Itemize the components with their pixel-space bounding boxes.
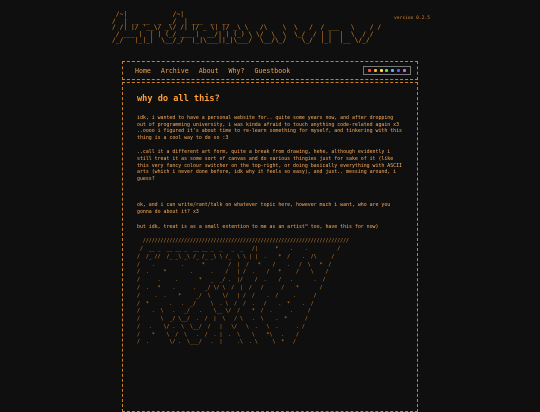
site-logo-ascii-art: /~| /~| / | _ __ _ _/ | ___ _ __ / /| |/ '__\/ _\/ /| |/ _ \| |/ _\ \ /\ \ \ / / ___ \ / / / ___ | | | (_/ ___ | __/| | (_) \ \/ \ \ \_/ / | | | \ / / /_/ |_|_| \__/_/ |_|\___||_|\___/ \__/\_/ \_/ |_| |__ \/_/ — [112, 11, 382, 45]
nav-link-about[interactable]: About — [198, 66, 219, 75]
colour-swatch-red[interactable] — [368, 69, 371, 72]
nav-link-why[interactable]: Why? — [228, 66, 245, 75]
nav-link-home[interactable]: Home — [135, 66, 151, 75]
colour-swatch-yellow[interactable] — [380, 69, 383, 72]
paragraph-art-form: ..call it a different art form, quite a break from drawing, hehe, although evidently i still treat it as some sort of canvas and do various thingies just for sake of it (like this very fancy colour switcher on the top-right, or doing basically everything with ASCII arts (which i never done before, idk why it feels so easy), and just.. messing around, i guess? — [137, 149, 402, 182]
nav-link-guestbook[interactable]: Guestbook — [254, 66, 291, 75]
colour-swatch-purple[interactable] — [403, 69, 406, 72]
page-title: why do all this? — [137, 94, 220, 104]
colour-switcher — [363, 66, 411, 75]
colour-swatch-green[interactable] — [385, 69, 388, 72]
colour-swatch-blue[interactable] — [397, 69, 400, 72]
colour-swatch-orange[interactable] — [374, 69, 377, 72]
nav-link-archive[interactable]: Archive — [160, 66, 189, 75]
version-label: version 0.2.5 — [394, 16, 430, 21]
paragraph-rant: ok, and i can write/rant/talk on whatever topic here, however much i want, who are you gonna do about it? x3 — [137, 202, 391, 215]
paragraph-artist: but idk, treat is as a small extention to me as an artist™ too, have this for now) — [137, 223, 379, 230]
paragraph-intro: idk, i wanted to have a personal website for.. quite some years now, and after dropping out of programming university, i was kinda afraid to touch anything code-related again x3 ..oooo i figured it's about time to re-learn something for myself, and tinkering with this thing is a cool way to do so :3 — [137, 115, 402, 141]
ascii-art-drawing: ////////////////////////////////////////////////////////////////////// / __ _ __ __ _ __ __ _ _ _ _ /| * . . / / /_ // /_ _\ _\ /_ /_ _\ \ /_ \ \ | | . * / . /\ / / . . * / | / * / . / \ * / / . * . . / | / . / * / \ / / . . * _ _/ . |/ / . / . . / / . * . . _/ \/ \ / | / / / * / / . . * _/ \ \/ | / / . / . / / * . . _/ \ . \ / / . / . * . / / . \ . _/ . \__ \/ / * / . . / / \ _/ \__/ . / | \ / \ . \ . * / / . \/ . \ \__/ / | \/ \ . \ . . / / * \ / \ . / . | . \ \ *\ . / / . \/ . \___/ . | .\ . \ \ * / — [137, 238, 349, 346]
main-nav — [122, 61, 418, 80]
colour-swatch-cyan[interactable] — [391, 69, 394, 72]
main-content — [122, 82, 418, 412]
